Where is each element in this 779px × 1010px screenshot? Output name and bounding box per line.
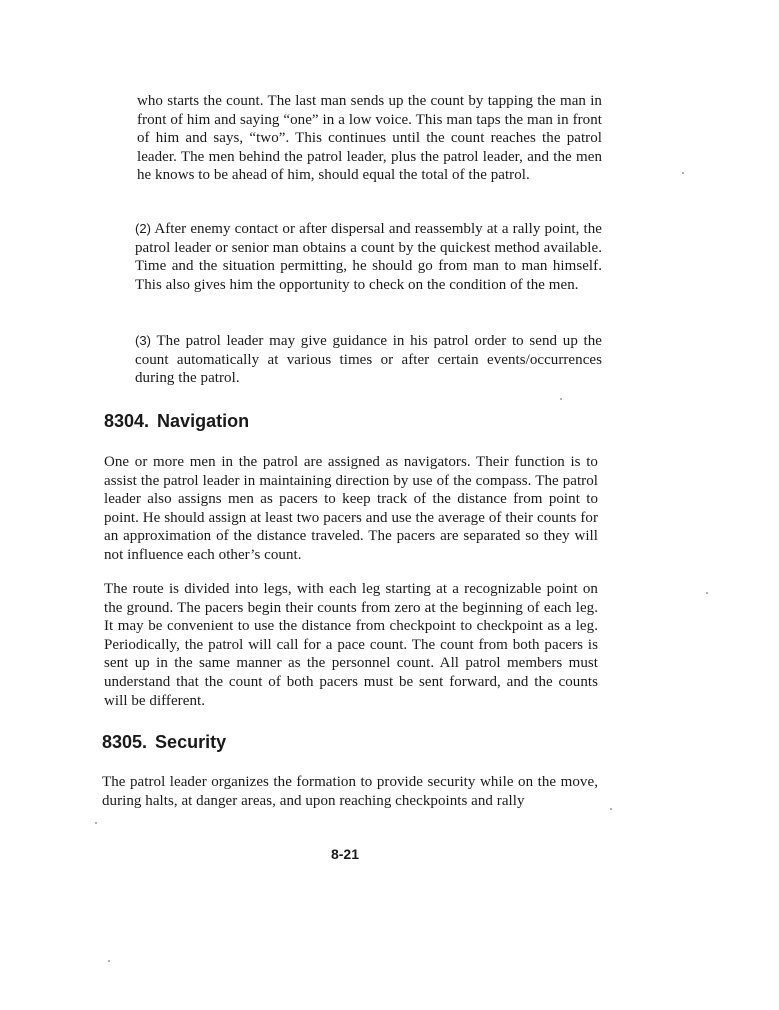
section-heading-navigation xyxy=(104,410,504,432)
list-item-3 xyxy=(135,332,602,388)
navigation-paragraph-1: One or more men in the patrol are assigned as navigators. Their function is to assist the patrol leader in maintaining direction by use of the compass. The patrol leader also assigns men as pacers to keep track of the distance from point to point. He should assign at least two pacers and use the average of their counts for an approximation of the distance traveled. The pacers are separated so they will not influence each other’s count. xyxy=(104,454,598,563)
list-item-text: The patrol leader may give guidance in his patrol order to send up the count automatically at various times or after certain events/occurrences during the patrol. xyxy=(135,333,603,387)
list-item-number: (2) xyxy=(135,221,152,236)
section-number: 8305. xyxy=(102,732,148,752)
section-title: Navigation xyxy=(157,411,250,431)
list-item-number: (3) xyxy=(135,333,152,348)
scan-speck xyxy=(108,960,110,962)
list-item-text: After enemy contact or after dispersal and reassembly at a rally point, the patrol leader or senior man obtains a count by the quickest method available. Time and the situation permitting, he should go from man to man himself. This also gives him the opportunity to check on the condition of the men. xyxy=(135,221,602,293)
scan-speck xyxy=(682,172,684,174)
section-number: 8304. xyxy=(104,411,150,431)
security-paragraph: The patrol leader organizes the formation to provide security while on the move, during halts, at danger areas, and upon reaching checkpoints and rally xyxy=(102,774,598,809)
list-item-2 xyxy=(135,220,602,294)
page-number: 8-21 xyxy=(330,846,360,862)
scan-speck xyxy=(706,592,708,594)
section-heading-security xyxy=(102,731,502,753)
section-title: Security xyxy=(155,732,227,752)
scan-speck xyxy=(560,398,562,400)
scan-speck xyxy=(610,808,612,810)
navigation-paragraph-2: The route is divided into legs, with each leg starting at a recognizable point on the ground. The pacers begin their counts from zero at the beginning of each leg. It may be convenient to use the distance from checkpoint to checkpoint as a leg. Periodically, the patrol will call for a pace count. The count from both pacers is sent up in the same manner as the personnel count. All patrol members must understand that the count of both pacers must be sent forward, and the counts will be different. xyxy=(104,581,598,709)
scan-speck xyxy=(95,822,97,824)
continuation-paragraph: who starts the count. The last man sends up the count by tapping the man in front of him and saying “one” in a low voice. This man taps the man in front of him and says, “two”. This continues until the count reaches the patrol leader. The men behind the patrol leader, plus the patrol leader, and the men he knows to be ahead of him, should equal the total of the patrol. xyxy=(137,93,602,184)
